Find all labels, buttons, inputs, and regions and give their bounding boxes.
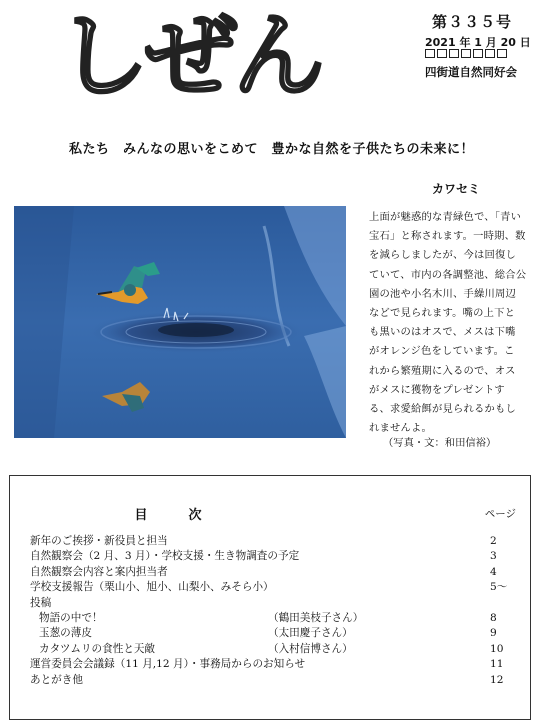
toc-entry-title: あとがき他 <box>30 673 83 686</box>
caption-line: 宝石」と称されます。一時期、数 <box>369 230 526 243</box>
toc-entry <box>30 580 522 595</box>
caption-line: などで見られます。嘴の上下と <box>369 307 516 320</box>
toc-entry-title: 自然観察会内容と案内担当者 <box>30 565 168 578</box>
toc-entry <box>30 534 522 549</box>
toc-page-label: ページ <box>484 508 516 520</box>
toc-entry-author: （太田慶子さん） <box>268 627 353 640</box>
kingfisher-photo <box>14 206 346 438</box>
caption-line: 園の池や小名木川、手繰川周辺 <box>369 287 516 300</box>
empty-box <box>437 49 447 58</box>
toc-entry <box>30 549 522 564</box>
toc-entry-title: 投稿 <box>30 596 52 609</box>
masthead-lettering <box>55 2 355 110</box>
caption-line: がオレンジ色をしています。こ <box>369 345 515 358</box>
caption-line: る、求愛給餌が見られるかもし <box>369 403 516 416</box>
table-of-contents <box>9 475 531 720</box>
empty-box <box>485 49 495 58</box>
caption-line: れから繁殖期に入るので、オス <box>369 364 516 377</box>
toc-entry <box>30 642 522 657</box>
toc-entry-page: 4 <box>490 565 497 578</box>
empty-box <box>461 49 471 58</box>
caption-line: ていて、市内の各調整池、総合公 <box>369 268 527 281</box>
toc-entry <box>30 673 522 688</box>
masthead-title <box>55 2 355 110</box>
caption-line: を減らしましたが、今は回復し <box>369 249 516 262</box>
toc-entry-title: 学校支援報告（栗山小、旭小、山梨小、みそら小） <box>30 581 274 594</box>
slogan: 私たち みんなの思いをこめて 豊かな自然を子供たちの未来に！ <box>68 142 474 157</box>
toc-entry-page: 11 <box>490 658 504 671</box>
issue-number: 第３３５号 <box>432 13 513 31</box>
empty-box <box>449 49 459 58</box>
toc-entry-page: 12 <box>490 673 504 686</box>
toc-entry-page: 2 <box>490 535 497 547</box>
masthead-title-text: しぜん <box>57 3 322 110</box>
toc-entry-page: 10 <box>490 642 504 655</box>
toc-entry-page: 3 <box>490 550 497 563</box>
toc-entry <box>30 596 522 611</box>
toc-entry-page: 8 <box>490 611 497 624</box>
caption-line: れませんよ。 <box>369 422 432 435</box>
kingfisher-photo-image <box>14 206 346 438</box>
toc-entry <box>30 626 522 641</box>
toc-list <box>30 534 522 688</box>
toc-entry-title: 運営委員会会議録（11 月,12 月）・事務局からのお知らせ <box>30 658 306 671</box>
feature-caption <box>369 208 537 438</box>
toc-entry-page: 9 <box>490 627 497 640</box>
issue-date: 2021 年 1 月 20 日 <box>425 36 531 49</box>
toc-entry-title: カタツムリの食性と天敵 <box>39 642 156 655</box>
caption-line: 上面が魅惑的な青緑色で、「青い <box>369 211 522 223</box>
toc-entry-title: 玉葱の薄皮 <box>39 627 92 640</box>
toc-entry <box>30 657 522 672</box>
toc-entry-author: （鶴田美枝子さん） <box>268 611 364 624</box>
toc-heading: 目 次 <box>134 508 216 523</box>
toc-entry-title: 自然観察会（2 月、3 月）・学校支援・生き物調査の予定 <box>30 550 300 563</box>
toc-entry-title: 物語の中で！ <box>39 611 103 624</box>
toc-entry-page: 5〜 <box>490 581 508 594</box>
toc-entry-author: （入村信博さん） <box>268 642 353 655</box>
organization-name: 四街道自然同好会 <box>425 65 517 79</box>
photo-credit: （写真・文：和田信裕） <box>383 437 497 449</box>
empty-box <box>473 49 483 58</box>
toc-entry-title: 新年のご挨拶・新役員と担当 <box>30 535 168 547</box>
empty-box <box>497 49 507 58</box>
feature-title: カワセミ <box>432 182 481 196</box>
toc-entry <box>30 611 522 626</box>
checkbox-row <box>425 49 507 58</box>
toc-entry <box>30 565 522 580</box>
caption-line: がメスに獲物をプレゼントす <box>369 383 505 396</box>
empty-box <box>425 49 435 58</box>
caption-line: も黒いのはオスで、メスは下嘴 <box>369 326 516 339</box>
